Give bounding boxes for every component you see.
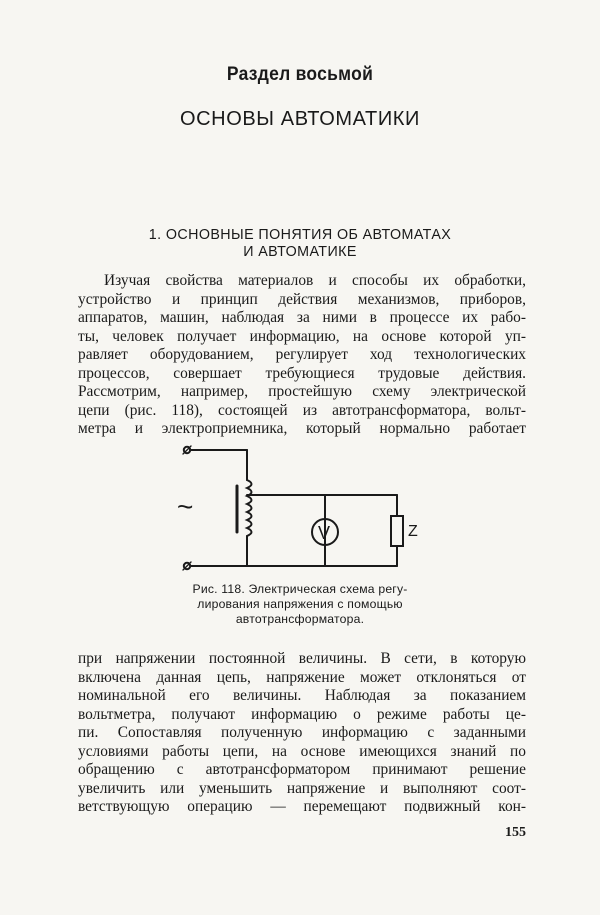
- ac-source-symbol: ~: [177, 491, 194, 522]
- text-line: процессов, совершает требующиеся трудовые действия.: [78, 364, 526, 382]
- load-resistor: [391, 516, 403, 546]
- text-line: цепи (рис. 118), состоящей из автотрансформатора, вольт-: [78, 401, 526, 419]
- text-line: обращению с автотрансформатором принимают решение: [78, 761, 526, 778]
- text-line: ветствующую операцию — перемещают подвижный кон-: [78, 798, 526, 815]
- text-line: Изучая свойства материалов и способы их обработки,: [104, 272, 526, 289]
- chapter-heading-line: И АВТОМАТИКЕ: [243, 244, 357, 260]
- chapter-heading-line: 1. ОСНОВНЫЕ ПОНЯТИЯ ОБ АВТОМАТАХ: [148, 227, 452, 243]
- page-number: 155: [505, 825, 526, 840]
- paragraph-continued: [78, 650, 526, 817]
- text-line: Рассмотрим, например, простейшую схему электрической: [78, 383, 526, 400]
- text-line: при напряжении постоянной величины. В сети, в которую: [78, 650, 526, 667]
- caption-line: Рис. 118. Электрическая схема регу-: [192, 582, 408, 596]
- caption-line: автотрансформатора.: [235, 612, 365, 626]
- text-line: вольтметра, получают информацию о режиме работы це-: [78, 705, 526, 723]
- section-label: Раздел восьмой: [226, 64, 374, 85]
- figure-caption: [150, 582, 450, 627]
- text-line: включена данная цепь, напряжение может отклоняться от: [78, 668, 526, 686]
- text-line: ты, человек получает информацию, на основе которой уп-: [78, 327, 526, 345]
- caption-line: лирования напряжения с помощью: [197, 597, 403, 611]
- voltmeter-label: V: [318, 523, 331, 543]
- text-line: пи. Сопоставляя полученную информацию с заданными: [78, 724, 526, 741]
- text-line: метра и электроприемника, который нормально работает: [78, 420, 526, 437]
- text-line: аппаратов, машин, наблюдая за ними в процессе их рабо-: [78, 309, 526, 326]
- text-line: увеличить или уменьшить напряжение и выполняют соот-: [78, 779, 526, 797]
- part-title: ОСНОВЫ АВТОМАТИКИ: [179, 108, 421, 130]
- text-line: равляет оборудованием, регулирует ход технологических: [78, 346, 526, 363]
- circuit-diagram: [165, 440, 435, 580]
- paragraph-intro: [78, 272, 526, 439]
- text-line: номинальной его величины. Наблюдая за показанием: [78, 687, 526, 704]
- text-line: условиями работы цепи, на основе имеющихся знаний по: [78, 742, 526, 760]
- autotransformer-winding: [247, 480, 252, 536]
- load-label: Z: [408, 523, 418, 540]
- text-line: устройство и принцип действия механизмов, приборов,: [78, 290, 526, 308]
- chapter-heading: [0, 227, 600, 261]
